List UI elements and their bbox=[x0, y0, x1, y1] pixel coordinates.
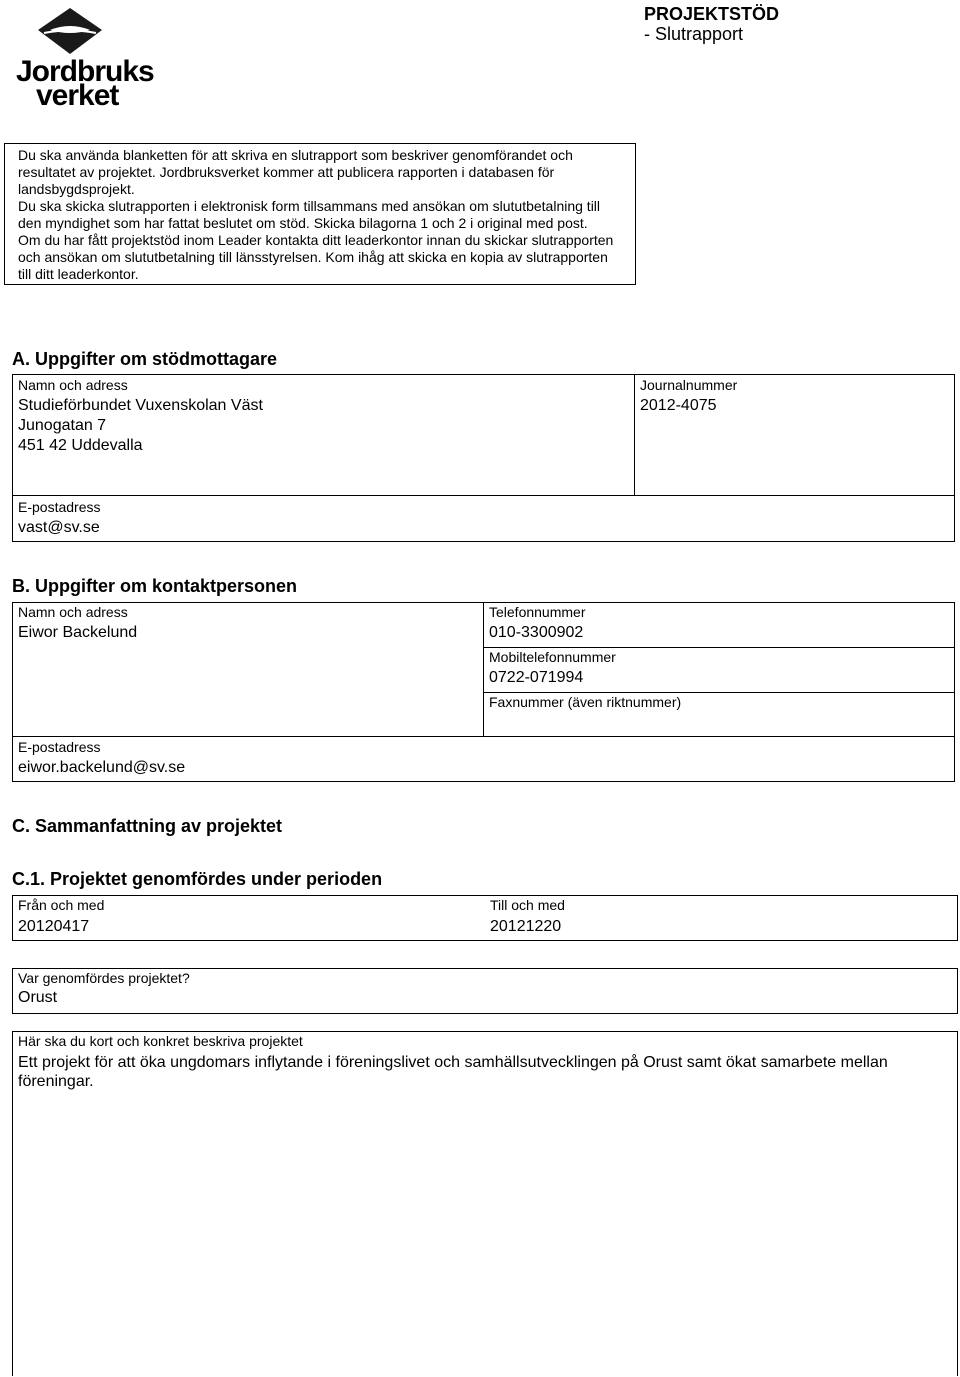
recipient-postal[interactable]: 451 42 Uddevalla bbox=[18, 437, 143, 454]
mobile-field[interactable]: 0722-071994 bbox=[489, 669, 584, 686]
location-field[interactable]: Orust bbox=[18, 989, 58, 1006]
contact-name-field[interactable]: Eiwor Backelund bbox=[18, 624, 138, 641]
instructions-box bbox=[4, 143, 636, 285]
section-a-divider bbox=[634, 374, 635, 496]
section-c1-heading: C.1. Projektet genomfördes under perioden bbox=[12, 869, 383, 889]
location-label: Var genomfördes projektet? bbox=[18, 970, 190, 986]
page-title: PROJEKTSTÖD bbox=[644, 4, 780, 24]
phone-label: Telefonnummer bbox=[489, 604, 586, 620]
period-box bbox=[12, 895, 958, 941]
instructions-paragraph-2: Du ska skicka slutrapporten i elektronisk form tillsammans med ansökan om slututbetalning till den myndighet som har fattat beslutet om stöd. Skicka bilagorna 1 och 2 i original med post. bbox=[18, 198, 601, 231]
description-field[interactable]: Ett projekt för att öka ungdomars inflytande i föreningslivet och samhällsutvecklingen på Orust samt ökat samarbete mellan föreningar. bbox=[18, 1054, 888, 1090]
logo-text-line2: verket bbox=[36, 79, 119, 112]
section-a-row-divider bbox=[12, 495, 955, 496]
section-b-phone-divider bbox=[483, 647, 955, 648]
to-date-label: Till och med bbox=[490, 897, 565, 913]
contact-name-address-label: Namn och adress bbox=[18, 604, 128, 620]
section-b-row-divider bbox=[12, 736, 955, 737]
section-a-heading: A. Uppgifter om stödmottagare bbox=[12, 349, 278, 369]
recipient-name[interactable]: Studieförbundet Vuxenskolan Väst bbox=[18, 397, 263, 414]
recipient-email-label: E-postadress bbox=[18, 499, 101, 515]
to-date-field[interactable]: 20121220 bbox=[490, 918, 562, 935]
description-label: Här ska du kort och konkret beskriva projektet bbox=[18, 1033, 303, 1049]
recipient-email-field[interactable]: vast@sv.se bbox=[18, 519, 100, 536]
fax-label: Faxnummer (även riktnummer) bbox=[489, 694, 682, 710]
journal-number-label: Journalnummer bbox=[640, 377, 738, 393]
recipient-name-address-label: Namn och adress bbox=[18, 377, 128, 393]
section-b-heading: B. Uppgifter om kontaktpersonen bbox=[12, 576, 298, 596]
recipient-street[interactable]: Junogatan 7 bbox=[18, 417, 107, 434]
from-date-field[interactable]: 20120417 bbox=[18, 918, 90, 935]
section-c-heading: C. Sammanfattning av projektet bbox=[12, 816, 283, 836]
logo-text-line1: Jordbruks bbox=[16, 55, 154, 88]
section-b-divider bbox=[483, 602, 484, 736]
journal-number-field[interactable]: 2012-4075 bbox=[640, 397, 717, 414]
phone-field[interactable]: 010-3300902 bbox=[489, 624, 584, 641]
instructions-paragraph-1: Du ska använda blanketten för att skriva en slutrapport som beskriver genomförandet och resultatet av projektet. Jordbruksverket kommer att publicera rapporten i databasen för landsbygdsprojekt. bbox=[18, 147, 573, 197]
instructions-paragraph-3: Om du har fått projektstöd inom Leader kontakta ditt leaderkontor innan du skickar slutrapporten och ansökan om slututbetalning till länsstyrelsen. Kom ihåg att skicka en kopia av slutrapporten till ditt leaderkontor. bbox=[18, 232, 614, 282]
jordbruksverket-logo bbox=[14, 6, 154, 112]
page-subtitle: - Slutrapport bbox=[644, 24, 744, 44]
section-b-mobile-divider bbox=[483, 692, 955, 693]
contact-email-label: E-postadress bbox=[18, 739, 101, 755]
mobile-label: Mobiltelefonnummer bbox=[489, 649, 616, 665]
from-date-label: Från och med bbox=[18, 897, 105, 913]
contact-email-field[interactable]: eiwor.backelund@sv.se bbox=[18, 759, 186, 776]
